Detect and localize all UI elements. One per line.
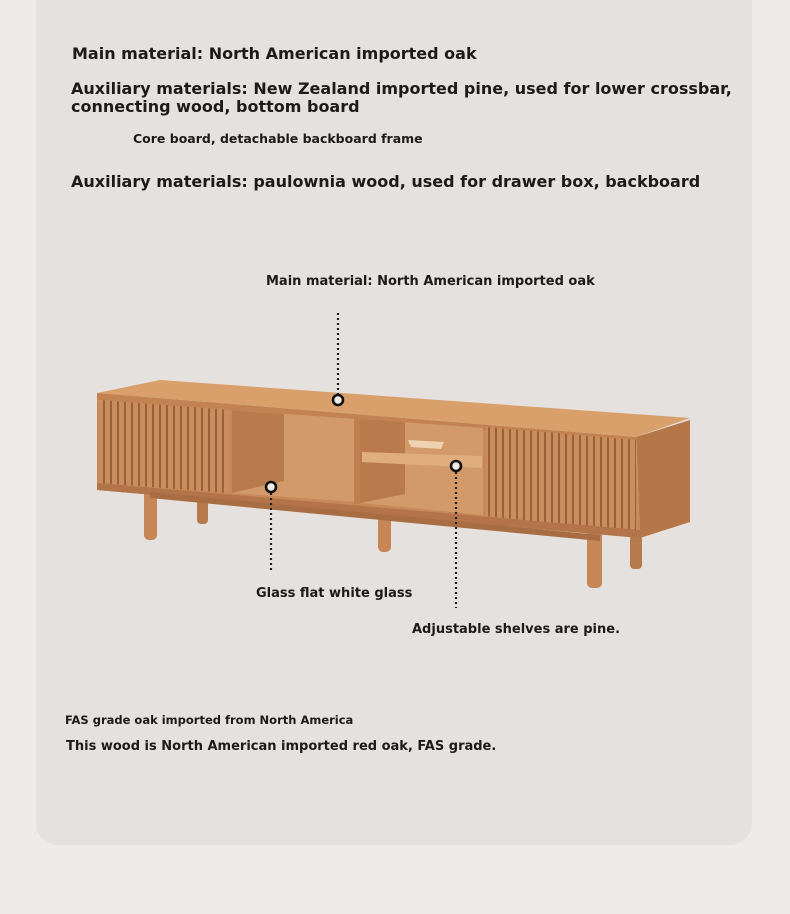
- shelf-callout-label: Adjustable shelves are pine.: [412, 622, 621, 637]
- glass-callout-label: Glass flat white glass: [256, 586, 413, 601]
- right-slat-door: [486, 427, 636, 532]
- top-callout-label: Main material: North American imported oak: [266, 274, 595, 289]
- glass-marker: [266, 482, 276, 492]
- red-oak-description: This wood is North American imported red oak, FAS grade.: [66, 739, 497, 754]
- shelf-marker: [451, 461, 461, 471]
- auxiliary-materials-pine-text: Auxiliary materials: New Zealand imported pine, used for lower crossbar, connecting wood, bottom board: [71, 79, 732, 116]
- fas-grade-title: FAS grade oak imported from North America: [65, 713, 354, 727]
- main-material-text: Main material: North American imported oak: [72, 44, 477, 63]
- auxiliary-materials-paulownia-text: Auxiliary materials: paulownia wood, used for drawer box, backboard: [71, 172, 701, 191]
- left-slat-door: [99, 400, 229, 493]
- core-board-text: Core board, detachable backboard frame: [133, 131, 423, 146]
- cabinet-side: [636, 420, 690, 538]
- top-marker: [333, 395, 343, 405]
